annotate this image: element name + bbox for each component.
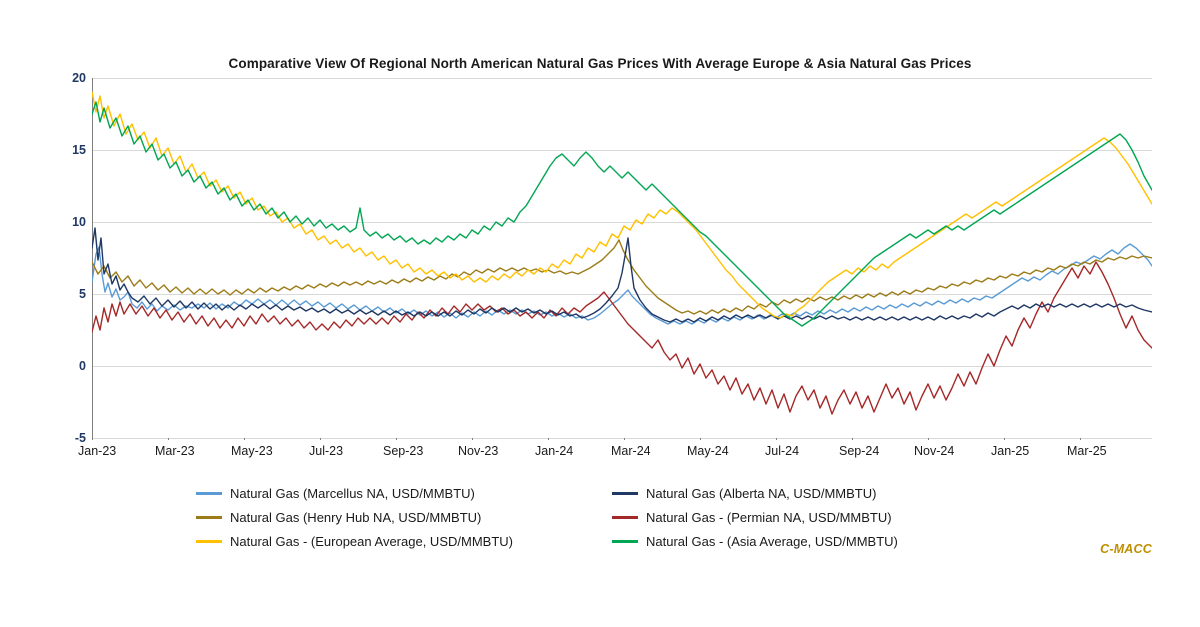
x-tick-nov-24: Nov-24: [914, 444, 955, 458]
series-line-marcellus: [92, 244, 1152, 324]
y-tick-20: 20: [72, 71, 86, 85]
legend-label-european-average: Natural Gas - (European Average, USD/MMBTU): [230, 533, 513, 549]
x-tick-jul-23: Jul-23: [309, 444, 344, 458]
legend-item-marcellus[interactable]: [196, 484, 475, 502]
x-tick-may-23: May-23: [231, 444, 273, 458]
x-tick-sep-24: Sep-24: [839, 444, 880, 458]
y-axis-tick-labels: [40, 71, 86, 445]
x-tick-mar-25: Mar-25: [1067, 444, 1107, 458]
series-line-permian: [92, 262, 1152, 414]
legend-swatch-icon-asia-average: [612, 540, 638, 543]
legend-label-henry-hub: Natural Gas (Henry Hub NA, USD/MMBTU): [230, 509, 482, 525]
legend-label-alberta: Natural Gas (Alberta NA, USD/MMBTU): [646, 485, 877, 501]
y-tick-5: 5: [79, 287, 86, 301]
legend-swatch-icon-european-average: [196, 540, 222, 543]
legend-item-european-average[interactable]: [196, 532, 513, 550]
legend-label-asia-average: Natural Gas - (Asia Average, USD/MMBTU): [646, 533, 898, 549]
plot-area: [92, 78, 1152, 440]
watermark-logo: C-MACC: [1100, 542, 1152, 556]
x-tick-jan-24: Jan-24: [535, 444, 574, 458]
x-tick-jan-25: Jan-25: [991, 444, 1030, 458]
legend-swatch-icon-marcellus: [196, 492, 222, 495]
x-tick-nov-23: Nov-23: [458, 444, 499, 458]
x-tick-sep-23: Sep-23: [383, 444, 424, 458]
y-tick-10: 10: [72, 215, 86, 229]
legend-item-asia-average[interactable]: [612, 532, 898, 550]
chart-title: Comparative View Of Regional North American Natural Gas Prices With Average Europe & Asia Natural Gas Prices: [228, 56, 972, 71]
series-line-asia-average: [92, 102, 1152, 326]
x-tick-mar-24: Mar-24: [611, 444, 651, 458]
legend-label-marcellus: Natural Gas (Marcellus NA, USD/MMBTU): [230, 485, 475, 501]
legend-swatch-icon-alberta: [612, 492, 638, 495]
x-tick-jul-24: Jul-24: [765, 444, 800, 458]
x-tick-mar-23: Mar-23: [155, 444, 195, 458]
y-tick-0: 0: [79, 359, 86, 373]
x-axis-tick-labels: [78, 444, 1162, 464]
series-line-alberta: [92, 228, 1152, 322]
plot-svg: [92, 78, 1152, 440]
x-tick-jan-23: Jan-23: [78, 444, 117, 458]
legend-item-alberta[interactable]: [612, 484, 876, 502]
legend-label-permian: Natural Gas - (Permian NA, USD/MMBTU): [646, 509, 892, 525]
legend-item-henry-hub[interactable]: [196, 508, 481, 526]
y-tick-neg5: -5: [74, 431, 86, 445]
legend-swatch-icon-permian: [612, 516, 638, 519]
y-tick-15: 15: [72, 143, 86, 157]
legend-swatch-icon-henry-hub: [196, 516, 222, 519]
legend-item-permian[interactable]: [612, 508, 892, 526]
gridlines: [92, 79, 1152, 439]
x-tick-may-24: May-24: [687, 444, 729, 458]
chart-legend: [196, 484, 1008, 550]
